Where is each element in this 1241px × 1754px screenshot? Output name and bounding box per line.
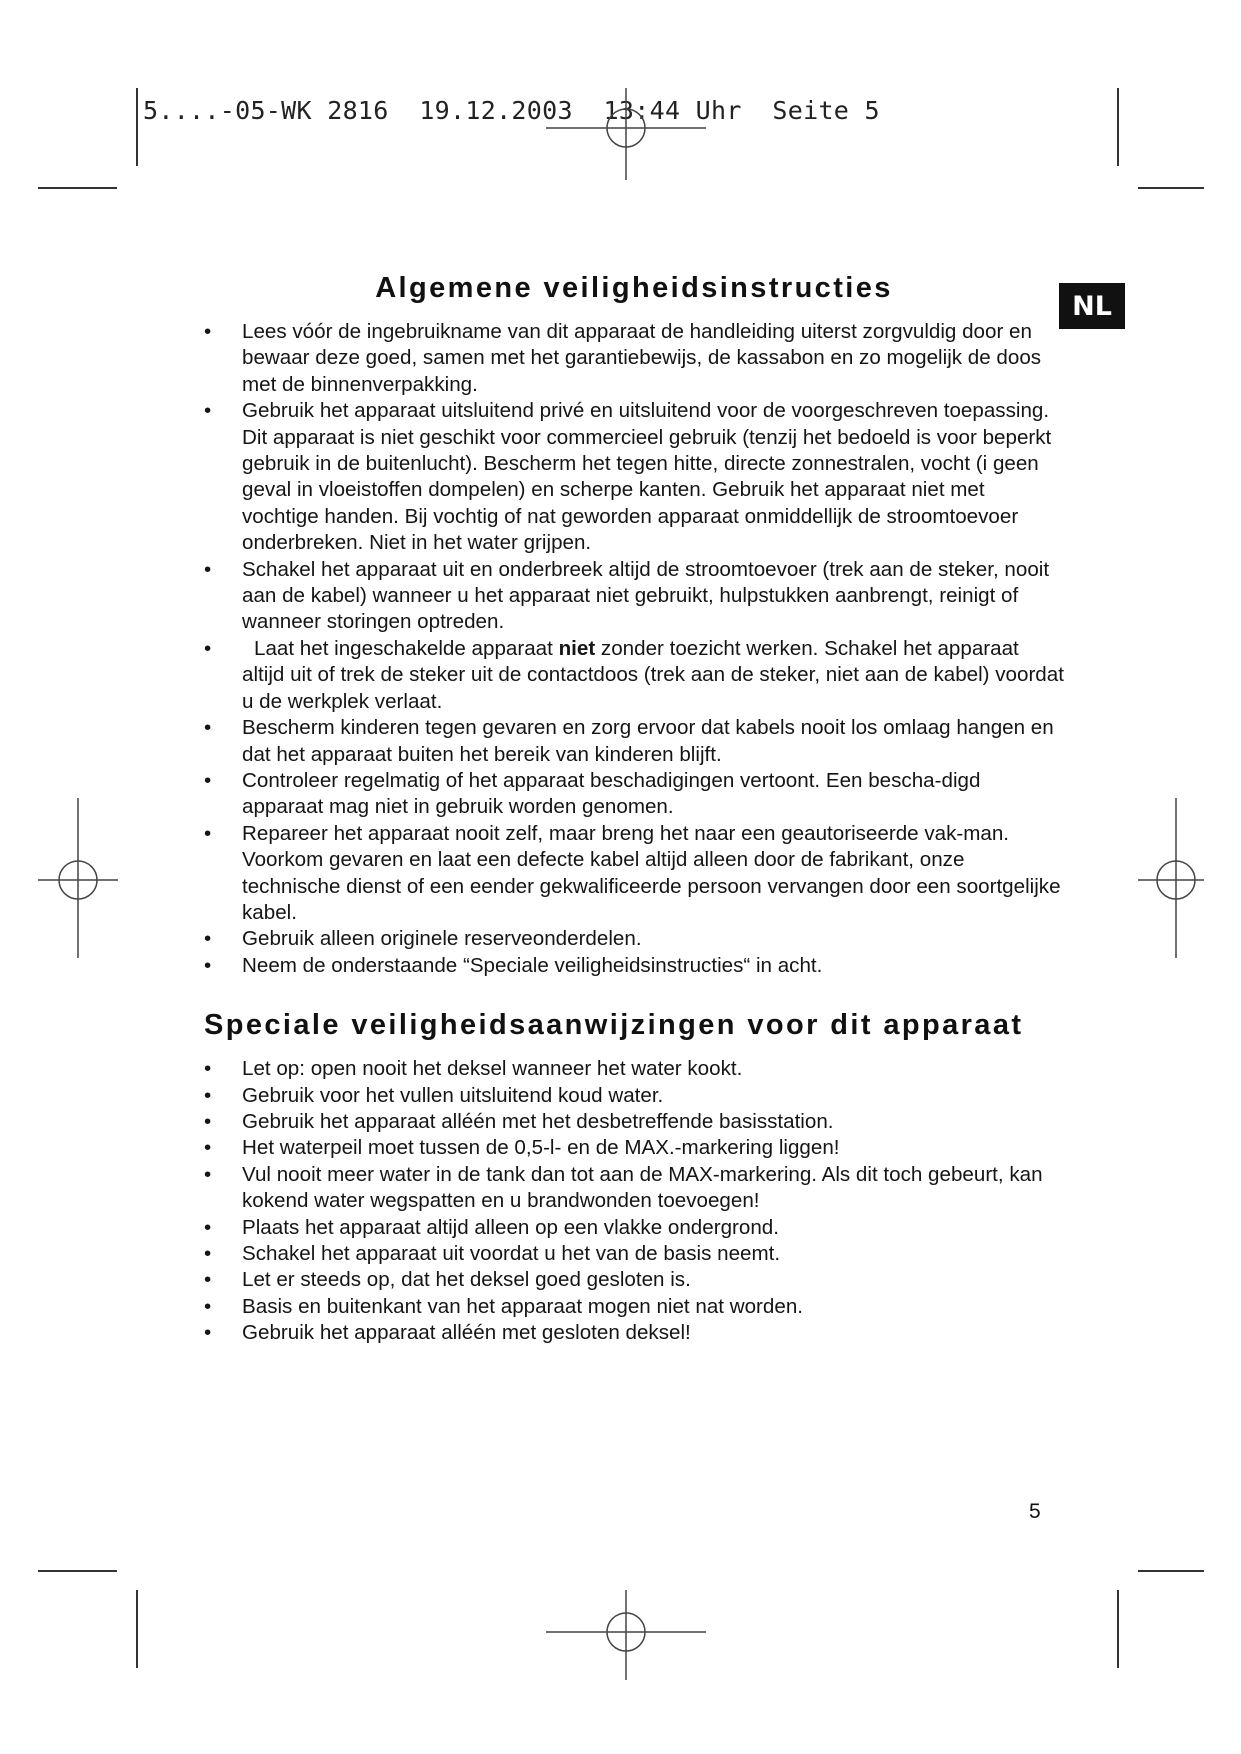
main-content [204,272,1064,1347]
list-item-text: Gebruik alleen originele reserveonderdelen. [242,927,642,951]
registration-mark-bottom-icon [546,1590,706,1680]
crop-mark-top-left-horizontal [38,187,117,189]
list-item [204,768,1064,821]
list-item [204,398,1064,556]
list-item [204,821,1064,927]
list-item-text: Lees vóór de ingebruikname van dit apparaat de handleiding uiterst zorgvuldig door en bewaar deze goed, samen met het garantiebewijs, de kassabon en zo mogelijk de doos met de binnenverpakking. [242,320,1042,396]
general-safety-list [204,319,1064,979]
list-item [204,557,1064,636]
list-item-text: Schakel het apparaat uit en onderbreek altijd de stroomtoevoer (trek aan de steker, nooit aan de kabel) wanneer u het apparaat niet gebruikt, hulpstukken aanbrengt, reinigt of wanneer storingen optreden. [242,557,1050,634]
list-item: • Basis en buitenkant van het apparaat mogen niet nat worden. [204,1294,1064,1320]
list-item [204,926,1064,952]
list-item: • Let op: open nooit het deksel wanneer het water kookt. [204,1056,1064,1082]
list-item: • Vul nooit meer water in de tank dan tot aan de MAX-markering. Als dit toch gebeurt, kan kokend water wegspatten en u brandwonden toevoegen! [204,1162,1064,1215]
crop-mark-bottom-left-vertical [136,1590,138,1668]
list-item [204,715,1064,768]
registration-mark-right-icon [1138,798,1204,958]
crop-mark-top-right-vertical [1117,88,1119,166]
crop-mark-top-left-vertical [136,88,138,166]
list-item-text: Neem de onderstaande “Speciale veiligheidsinstructies“ in acht. [242,953,823,977]
emphasis-text: niet [558,636,596,660]
page-number: 5 [1029,1500,1041,1523]
list-item-text: Controleer regelmatig of het apparaat beschadigingen vertoont. Een bescha-digd apparaat mag niet in gebruik worden genomen. [242,768,981,819]
crop-mark-bottom-left-horizontal [38,1570,117,1572]
list-item: • Gebruik het apparaat alléén met het desbetreffende basisstation. [204,1109,1064,1135]
special-safety-heading: Speciale veiligheidsaanwijzingen voor dit apparaat [204,1009,1024,1042]
list-item: • Gebruik voor het vullen uitsluitend koud water. [204,1083,1064,1109]
crop-mark-bottom-right-vertical [1117,1590,1119,1668]
list-item: • Het waterpeil moet tussen de 0,5-l- en de MAX.-markering liggen! [204,1135,1064,1161]
list-item: • Schakel het apparaat uit voordat u het van de basis neemt. [204,1241,1064,1267]
list-item-text: Bescherm kinderen tegen gevaren en zorg ervoor dat kabels nooit los omlaag hangen en dat het apparaat buiten het bereik van kinderen blijft. [242,716,1054,766]
crop-mark-top-right-horizontal [1138,187,1204,189]
registration-mark-top-icon [546,88,706,180]
list-item: • Let er steeds op, dat het deksel goed gesloten is. [204,1267,1064,1293]
print-slug-header: 5....-05-WK 2816 19.12.2003 13:44 Uhr Seite 5 [143,96,880,125]
special-safety-list [204,1056,1064,1346]
list-item [204,953,1064,979]
language-tab: NL [1059,283,1125,329]
list-item [204,319,1064,398]
crop-mark-bottom-right-horizontal [1138,1570,1204,1572]
registration-mark-left-icon [38,798,118,958]
list-item-text: Laat het ingeschakelde apparaat [254,636,559,660]
list-item [204,636,1064,715]
list-item-text: Repareer het apparaat nooit zelf, maar breng het naar een geautoriseerde vak-man. Voorkom gevaren en laat een defecte kabel altijd alleen door de fabrikant, onze technische dienst of een eender gekwalificeerde persoon vervangen door een soortgelijke kabel. [242,821,1061,924]
general-safety-heading: Algemene veiligheidsinstructies [375,272,893,304]
list-item: • Plaats het apparaat altijd alleen op een vlakke ondergrond. [204,1215,1064,1241]
list-item-text: zonder toezicht werken. Schakel het apparaat altijd uit of trek de steker uit de contactdoos (trek aan de steker, niet aan de kabel) voordat u de werkplek verlaat. [242,636,1064,713]
list-item-text: Gebruik het apparaat uitsluitend privé en uitsluitend voor de voorgeschreven toepassing. Dit apparaat is niet geschikt voor commercieel gebruik (tenzij het bedoeld is voor beperkt gebruik in de buitenlucht). Bescherm het tegen hitte, directe zonnestralen, vocht (i geen geval in vloeistoffen dompelen) en scherpe kanten. Gebruik het apparaat niet met vochtige handen. Bij vochtig of nat geworden apparaat onmiddellijk de stroomtoevoer onderbreken. Niet in het water grijpen. [242,399,1052,555]
list-item: • Gebruik het apparaat alléén met gesloten deksel! [204,1320,1064,1346]
